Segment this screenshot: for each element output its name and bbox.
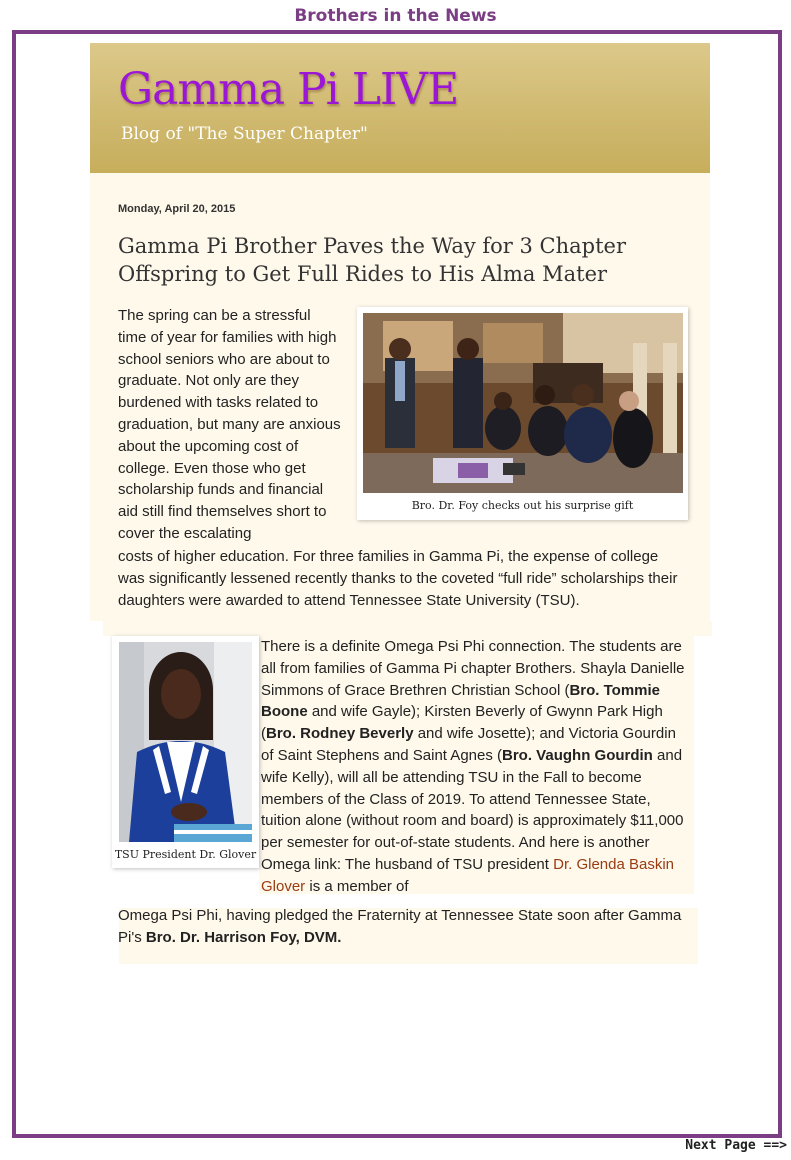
post-date: Monday, April 20, 2015 bbox=[118, 203, 236, 215]
brother-name-vaughn-gourdin: Bro. Vaughn Gourdin bbox=[502, 746, 653, 764]
photo-foy-surprise-gift[interactable] bbox=[363, 313, 683, 493]
p2-text-2: and wife Gayle); Kirsten Beverly of Gwynn Park High ( bbox=[261, 703, 663, 743]
post-paragraph-2 bbox=[261, 636, 691, 898]
photo-glover-caption: TSU President Dr. Glover bbox=[114, 848, 257, 861]
post-background-2 bbox=[103, 621, 712, 636]
p2-text-3: and wife Josette); and Victoria Gourdin of Saint Stephens and Saint Agnes ( bbox=[261, 725, 676, 764]
brother-name-rodney-beverly: Bro. Rodney Beverly bbox=[266, 725, 414, 743]
p2-text-5: is a member of bbox=[305, 877, 409, 895]
page-title: Brothers in the News bbox=[294, 6, 497, 26]
photo-tsu-president-glover[interactable] bbox=[119, 642, 252, 842]
blog-subtitle: Blog of "The Super Chapter" bbox=[121, 124, 368, 144]
blog-title[interactable]: Gamma Pi LIVE bbox=[118, 64, 459, 115]
post-paragraph-1b: costs of higher education. For three families in Gamma Pi, the expense of college was significantly lessened recently thanks to the coveted “full ride” scholarships their daughters were awarded to attend Tennessee State University (TSU). bbox=[118, 548, 678, 609]
post-paragraph-1a: The spring can be a stressful time of year for families with high school seniors who are about to graduate. Not only are they burdened with tasks related to graduation, but many are anxious about the upcoming cost of college. Even those who get scholarship funds and financial aid still find themselves short to cover the escalating bbox=[118, 307, 341, 542]
photo-foy-caption: Bro. Dr. Foy checks out his surprise gift bbox=[411, 499, 634, 512]
brother-name-tommie-boone: Bro. Tommie Boone bbox=[261, 681, 661, 721]
photo-glover-figure bbox=[112, 636, 259, 868]
next-page-link[interactable]: Next Page ==> bbox=[685, 1138, 787, 1153]
glenda-glover-link[interactable]: Dr. Glenda Baskin Glover bbox=[261, 855, 675, 895]
p2-text-1: There is a definite Omega Psi Phi connection. The students are all from families of Gamma Pi chapter Brothers. Shayla Danielle Simmons of Grace Brethren Christian School ( bbox=[261, 638, 685, 699]
post-paragraph-3 bbox=[118, 905, 688, 949]
post-title[interactable]: Gamma Pi Brother Paves the Way for 3 Chapter Offspring to Get Full Rides to His Alma Mater bbox=[118, 234, 627, 286]
photo-foy-figure bbox=[357, 307, 688, 520]
brother-name-harrison-foy: Bro. Dr. Harrison Foy, DVM. bbox=[145, 928, 342, 946]
p3-text-1: Omega Psi Phi, having pledged the Fraternity at Tennessee State soon after Gamma Pi's bbox=[118, 907, 682, 946]
p2-text-4: and wife Kelly), will all be attending TSU in the Fall to become members of the Class of 2019. To attend Tennessee State, tuition alone (without room and board) is approximately $11,000 per semester for out-of-state students. And here is another Omega link: The husband of TSU president bbox=[261, 746, 684, 873]
